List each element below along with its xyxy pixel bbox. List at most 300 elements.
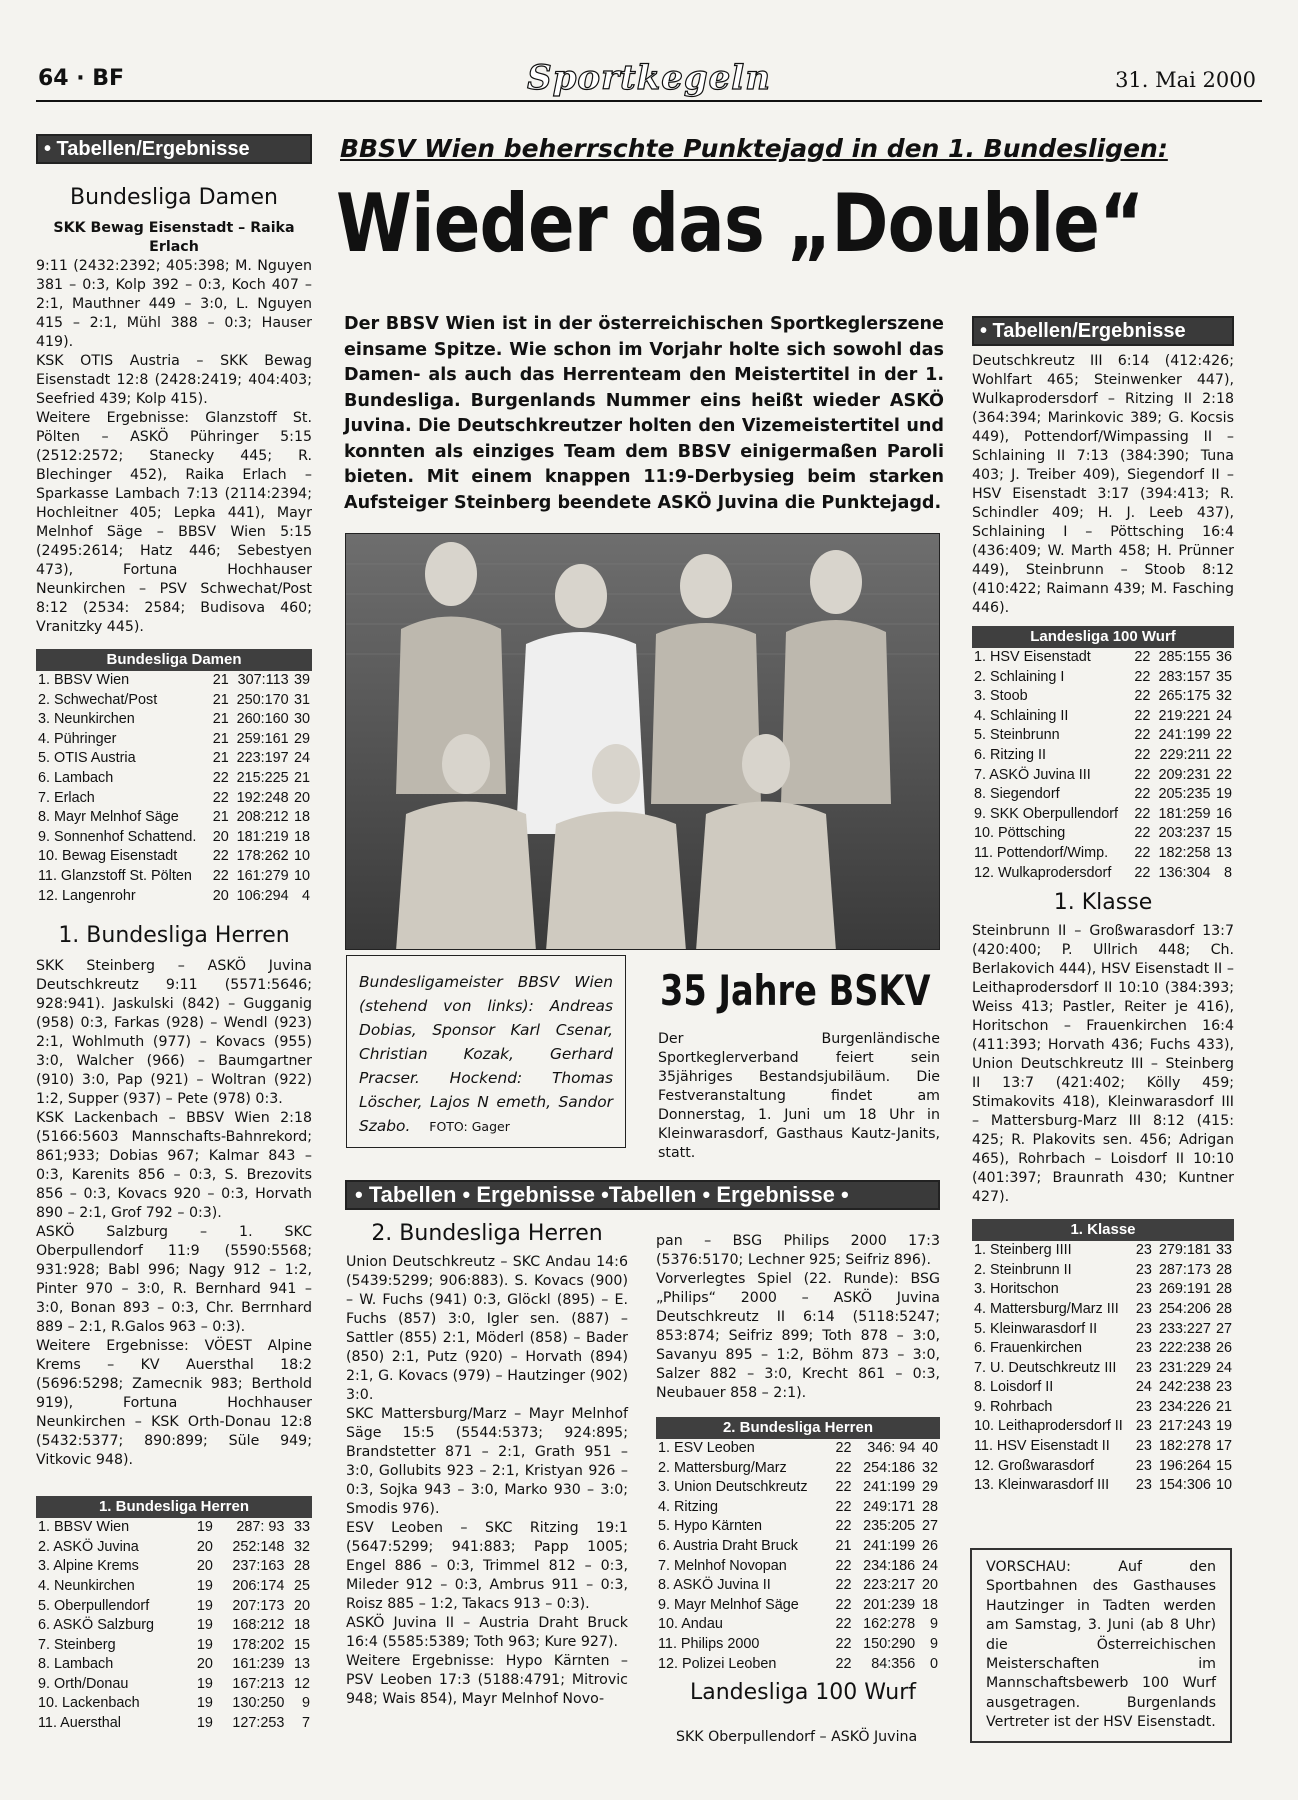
games-played: 21 bbox=[212, 730, 229, 747]
team-name: 3. Stoob bbox=[974, 688, 1028, 705]
points: 19 bbox=[1215, 1418, 1232, 1435]
games-played: 22 bbox=[1134, 766, 1151, 783]
issue-date: 31. Mai 2000 bbox=[1115, 68, 1256, 92]
points: 18 bbox=[293, 809, 310, 826]
score: 241:199 bbox=[863, 1479, 916, 1496]
games-played: 22 bbox=[212, 769, 229, 786]
table-row bbox=[36, 1714, 312, 1734]
photo-credit: FOTO: Gager bbox=[429, 1119, 510, 1134]
photo-caption bbox=[346, 955, 626, 1148]
bl2-result-5: Weitere Ergebnisse: Hypo Kärnten – PSV Leoben 17:3 (5188:4791; Mitrovic 948; Wais 854), Mayr Melnhof Novo- bbox=[346, 1653, 628, 1707]
score: 215:225 bbox=[236, 769, 289, 786]
games-played: 23 bbox=[1135, 1281, 1152, 1298]
points: 23 bbox=[1215, 1379, 1232, 1396]
score: 252:148 bbox=[232, 1538, 285, 1555]
score: 222:238 bbox=[1158, 1340, 1211, 1357]
team-photo bbox=[345, 533, 940, 950]
team-name: 11. Auersthal bbox=[38, 1715, 121, 1732]
points: 18 bbox=[293, 828, 310, 845]
games-played: 19 bbox=[196, 1695, 213, 1712]
score: 207:173 bbox=[232, 1597, 285, 1614]
landesliga-table bbox=[972, 648, 1234, 883]
points: 19 bbox=[1215, 786, 1232, 803]
games-played: 19 bbox=[196, 1617, 213, 1634]
points: 39 bbox=[293, 672, 310, 688]
score: 84:356 bbox=[871, 1655, 916, 1672]
damen-result-1: 9:11 (2432:2392; 405:398; M. Nguyen 381 – 0:3, Kolp 392 – 0:3, Koch 407 – 2:1, Mauthner 449 – 3:0, L. Nguyen 415 – 2:1, Mühl 388 – 0:3; Hauser 419). bbox=[36, 258, 312, 350]
games-played: 22 bbox=[835, 1479, 852, 1496]
score: 287: 93 bbox=[236, 1519, 285, 1536]
games-played: 22 bbox=[1134, 727, 1151, 744]
section-title: Sportkegeln bbox=[527, 58, 771, 98]
points: 12 bbox=[293, 1675, 310, 1692]
team-name: 11. Glanzstoff St. Pölten bbox=[38, 867, 192, 884]
bl2-table-title: 2. Bundesliga Herren bbox=[656, 1417, 940, 1439]
games-played: 22 bbox=[1134, 825, 1151, 842]
table-row bbox=[656, 1459, 940, 1479]
table-row bbox=[36, 808, 312, 828]
table-row bbox=[36, 1538, 312, 1558]
team-name: 10. Leithaprodersdorf II bbox=[974, 1418, 1123, 1435]
team-name: 11. Pottendorf/Wimp. bbox=[974, 844, 1109, 861]
games-played: 22 bbox=[1134, 688, 1151, 705]
score: 168:212 bbox=[232, 1617, 285, 1634]
score: 223:217 bbox=[863, 1577, 916, 1594]
bl2-result-2: SKC Mattersburg/Marz – Mayr Melnhof Säge 15:5 (5544:5373; 924:895; Brandstetter 871 – 2:1, Grath 951 – 3:0, Gollubits 923 – 2:1, Kristyan 926 – 0:3, Sojka 943 – 3:0, Marko 930 – 3:0; Smodis 976). bbox=[346, 1406, 628, 1517]
points: 10 bbox=[293, 848, 310, 865]
games-played: 22 bbox=[835, 1596, 852, 1613]
team-name: 6. ASKÖ Salzburg bbox=[38, 1617, 154, 1634]
team-name: 3. Horitschon bbox=[974, 1281, 1059, 1298]
points: 16 bbox=[1215, 805, 1232, 822]
score: 260:160 bbox=[236, 711, 289, 728]
table-row bbox=[972, 1339, 1234, 1359]
score: 241:199 bbox=[1158, 727, 1211, 744]
team-name: 9. Orth/Donau bbox=[38, 1675, 129, 1692]
table-row bbox=[972, 1417, 1234, 1437]
table-row bbox=[972, 707, 1234, 727]
table-row bbox=[36, 710, 312, 730]
right-column bbox=[972, 316, 1234, 1496]
games-played: 22 bbox=[835, 1440, 852, 1456]
bl2-table bbox=[656, 1439, 940, 1674]
team-name: 3. Neunkirchen bbox=[38, 711, 135, 728]
games-played: 23 bbox=[1135, 1261, 1152, 1278]
score: 162:278 bbox=[863, 1616, 916, 1633]
damen-result-heading: SKK Bewag Eisenstadt – Raika Erlach bbox=[53, 220, 295, 255]
team-name: 7. Steinberg bbox=[38, 1636, 116, 1653]
score: 229:211 bbox=[1159, 746, 1211, 763]
herren-result-4: Weitere Ergebnisse: VÖEST Alpine Krems – KV Auersthal 18:2 (5696:5298; Zamecnik 983; Berthold 919), Fortuna Hochhauser Neunkirchen – KSK Orth-Donau 12:8 (5432:5377; 890:899; Süle 949; Vitkovic 948). bbox=[36, 1338, 312, 1469]
games-played: 19 bbox=[196, 1675, 213, 1692]
table-row bbox=[972, 785, 1234, 805]
points: 20 bbox=[921, 1577, 938, 1594]
score: 196:264 bbox=[1158, 1457, 1211, 1474]
points: 28 bbox=[1215, 1281, 1232, 1298]
team-name: 8. Mayr Melnhof Säge bbox=[38, 809, 179, 826]
points: 13 bbox=[293, 1656, 310, 1673]
games-played: 19 bbox=[196, 1519, 213, 1536]
mid-column-b bbox=[656, 1232, 940, 1674]
page-number: 64 · BF bbox=[38, 66, 125, 91]
team-name: 10. Bewag Eisenstadt bbox=[38, 848, 178, 865]
bl2-title: 2. Bundesliga Herren bbox=[371, 1221, 603, 1246]
team-name: 1. Steinberg IIII bbox=[974, 1242, 1072, 1259]
score: 249:171 bbox=[863, 1498, 916, 1515]
team-name: 2. Schwechat/Post bbox=[38, 691, 158, 708]
points: 35 bbox=[1215, 668, 1232, 685]
table-row bbox=[36, 1557, 312, 1577]
score: 250:170 bbox=[236, 691, 289, 708]
points: 8 bbox=[1223, 864, 1232, 881]
games-played: 21 bbox=[212, 809, 229, 826]
points: 18 bbox=[921, 1596, 938, 1613]
score: 182:278 bbox=[1158, 1438, 1211, 1455]
points: 25 bbox=[293, 1577, 310, 1594]
table-row bbox=[656, 1537, 940, 1557]
team-name: 5. OTIS Austria bbox=[38, 750, 136, 767]
team-name: 1. ESV Leoben bbox=[658, 1440, 755, 1456]
team-name: 2. ASKÖ Juvina bbox=[38, 1538, 139, 1555]
games-played: 23 bbox=[1135, 1340, 1152, 1357]
table-row bbox=[36, 1675, 312, 1695]
team-name: 9. Sonnenhof Schattend. bbox=[38, 828, 197, 845]
team-name: 1. BBSV Wien bbox=[38, 1519, 130, 1536]
damen-table-title: Bundesliga Damen bbox=[36, 649, 312, 671]
points: 13 bbox=[1215, 844, 1232, 861]
games-played: 22 bbox=[1134, 649, 1151, 665]
games-played: 20 bbox=[212, 887, 229, 904]
landesliga-standings bbox=[972, 626, 1234, 883]
table-row bbox=[36, 828, 312, 848]
points: 21 bbox=[293, 769, 310, 786]
games-played: 21 bbox=[212, 711, 229, 728]
team-name: 10. Lackenbach bbox=[38, 1695, 140, 1712]
team-name: 7. Erlach bbox=[38, 789, 95, 806]
herren-table bbox=[36, 1518, 312, 1734]
table-row bbox=[656, 1655, 940, 1675]
team-name: 4. Neunkirchen bbox=[38, 1577, 135, 1594]
team-name: 12. Polizei Leoben bbox=[658, 1655, 777, 1672]
score: 206:174 bbox=[232, 1577, 285, 1594]
games-played: 22 bbox=[1134, 864, 1151, 881]
team-name: 12. Langenrohr bbox=[38, 887, 136, 904]
points: 33 bbox=[293, 1519, 310, 1536]
games-played: 20 bbox=[196, 1558, 213, 1575]
games-played: 23 bbox=[1135, 1477, 1152, 1494]
team-name: 5. Hypo Kärnten bbox=[658, 1518, 762, 1535]
table-row bbox=[36, 1655, 312, 1675]
team-name: 3. Union Deutschkreutz bbox=[658, 1479, 808, 1496]
table-row bbox=[972, 1476, 1234, 1496]
tabellen-banner: • Tabellen • Ergebnisse •Tabellen • Ergebnisse • bbox=[345, 1180, 940, 1210]
table-row bbox=[972, 1398, 1234, 1418]
table-row bbox=[972, 864, 1234, 884]
table-row bbox=[36, 769, 312, 789]
games-played: 22 bbox=[1134, 844, 1151, 861]
games-played: 21 bbox=[212, 672, 229, 688]
score: 235:205 bbox=[863, 1518, 916, 1535]
points: 28 bbox=[921, 1498, 938, 1515]
klasse-standings bbox=[972, 1219, 1234, 1496]
bl2-result-4: ASKÖ Juvina II – Austria Draht Bruck 16:4 (5585:5389; Toth 963; Kure 927). bbox=[346, 1615, 628, 1650]
table-row bbox=[656, 1557, 940, 1577]
table-row bbox=[972, 668, 1234, 688]
score: 287:173 bbox=[1158, 1261, 1211, 1278]
table-row bbox=[972, 805, 1234, 825]
landesliga-table-title: Landesliga 100 Wurf bbox=[972, 626, 1234, 648]
score: 283:157 bbox=[1158, 668, 1211, 685]
points: 15 bbox=[293, 1636, 310, 1653]
score: 237:163 bbox=[232, 1558, 285, 1575]
damen-result-3: Weitere Ergebnisse: Glanzstoff St. Pölten – ASKÖ Pühringer 5:15 (2512:2572; Stanecky 445; R. Blechinger 452), Raika Erlach – Sparkasse Lambach 7:13 (2114:2394; Hochleitner 405; Lepka 441), Mayr Melnhof Säge – BBSV Wien 5:15 (2495:2614; Hatz 446; Sebestyen 473), Fortuna Hochhauser Neunkirchen – PSV Schwechat/Post 8:12 (2534: 2584; Budisova 460; Vranitzky 445). bbox=[36, 410, 312, 635]
table-row bbox=[656, 1498, 940, 1518]
score: 254:186 bbox=[863, 1459, 916, 1476]
team-name: 12. Großwarasdorf bbox=[974, 1457, 1094, 1474]
points: 31 bbox=[293, 691, 310, 708]
damen-standings bbox=[36, 649, 312, 906]
games-played: 23 bbox=[1135, 1300, 1152, 1317]
bl2-result-7: Vorverlegtes Spiel (22. Runde): BSG „Philips“ 2000 – ASKÖ Juvina Deutschkreutz II 6:14 (5118:5247; 853:874; Seifriz 899; Toth 878 – 3:0, Savanyu 895 – 1:2, Böhm 873 – 3:0, Salzer 882 – 3:0, Krecht 861 – 0:3, Neubauer 858 – 2:1). bbox=[656, 1271, 940, 1401]
table-row bbox=[972, 766, 1234, 786]
games-played: 23 bbox=[1135, 1398, 1152, 1415]
team-name: 9. SKK Oberpullendorf bbox=[974, 805, 1118, 822]
vorschau-box: VORSCHAU: Auf den Sportbahnen des Gasthauses Hautzinger in Tadten werden am Samstag, 3. Juni (ab 8 Uhr) die Österreichischen Meisterschaften im Mannschaftsbewerb 100 Wurf ausgetragen. Burgenlands Vertreter ist der HSV Eisenstadt. bbox=[970, 1548, 1232, 1743]
score: 254:206 bbox=[1158, 1300, 1211, 1317]
score: 136:304 bbox=[1158, 864, 1211, 881]
team-photo-image bbox=[346, 534, 940, 950]
games-played: 23 bbox=[1135, 1438, 1152, 1455]
team-name: 3. Alpine Krems bbox=[38, 1558, 139, 1575]
table-row bbox=[972, 687, 1234, 707]
points: 22 bbox=[1215, 766, 1232, 783]
points: 32 bbox=[1215, 688, 1232, 705]
team-name: 5. Oberpullendorf bbox=[38, 1597, 150, 1614]
points: 10 bbox=[1215, 1477, 1232, 1494]
team-name: 4. Schlaining II bbox=[974, 707, 1069, 724]
games-played: 22 bbox=[1134, 668, 1151, 685]
points: 0 bbox=[929, 1655, 938, 1672]
score: 203:237 bbox=[1158, 825, 1211, 842]
bl2-result-6: pan – BSG Philips 2000 17:3 (5376:5170; Lechner 925; Seifriz 896). bbox=[656, 1233, 940, 1268]
article-kicker: BBSV Wien beherrschte Punktejagd in den 1. Bundesligen: bbox=[340, 134, 1168, 163]
games-played: 20 bbox=[196, 1656, 213, 1673]
team-name: 1. BBSV Wien bbox=[38, 672, 130, 688]
points: 18 bbox=[293, 1617, 310, 1634]
team-name: 8. Siegendorf bbox=[974, 786, 1060, 803]
team-name: 6. Frauenkirchen bbox=[974, 1340, 1082, 1357]
games-played: 22 bbox=[835, 1635, 852, 1652]
team-name: 4. Mattersburg/Marz III bbox=[974, 1300, 1119, 1317]
table-row bbox=[972, 1378, 1234, 1398]
mid-column-a bbox=[346, 1222, 628, 1709]
bskv-text: Der Burgenländische Sportkeglerverband feiert sein 35jähriges Bestandsjubiläum. Die Festveranstaltung findet am Donnerstag, 1. Juni um 18 Uhr in Kleinwarasdorf, Gasthaus Kautz-Janits, statt. bbox=[658, 1031, 940, 1161]
table-row bbox=[36, 1636, 312, 1656]
score: 182:258 bbox=[1158, 844, 1211, 861]
photo-caption-text: Bundesligameister BBSV Wien (stehend von links): Andreas Dobias, Sponsor Karl Csenar, Christian Kozak, Gerhard Pracser. Hockend: Thomas Löscher, Lajos N emeth, Sandor Szabo. bbox=[359, 973, 613, 1135]
games-played: 21 bbox=[212, 750, 229, 767]
score: 130:250 bbox=[232, 1695, 285, 1712]
score: 167:213 bbox=[232, 1675, 285, 1692]
games-played: 22 bbox=[835, 1655, 852, 1672]
games-played: 22 bbox=[1134, 805, 1151, 822]
team-name: 8. ASKÖ Juvina II bbox=[658, 1577, 771, 1594]
bl2-result-1: Union Deutschkreutz – SKC Andau 14:6 (5439:5299; 906:883). S. Kovacs (900) – W. Fuchs (941) 0:3, Glöckl (895) – E. Fuchs (857) 3:0, Igler sen. (887) – Sattler (855) 2:1, Möderl (858) – Bader (850) 2:1, Putz (920) – Horvath (894) 2:1, G. Kovacs (979) – Hautzinger (902) 3:0. bbox=[346, 1254, 628, 1403]
points: 27 bbox=[1215, 1320, 1232, 1337]
table-row bbox=[36, 730, 312, 750]
score: 307:113 bbox=[237, 672, 289, 688]
section-bar-right: • Tabellen/Ergebnisse bbox=[972, 316, 1234, 346]
points: 24 bbox=[1215, 707, 1232, 724]
score: 150:290 bbox=[863, 1635, 916, 1652]
score: 181:259 bbox=[1158, 805, 1211, 822]
klasse-title: 1. Klasse bbox=[1053, 890, 1153, 916]
score: 161:239 bbox=[232, 1656, 285, 1673]
games-played: 24 bbox=[1135, 1379, 1152, 1396]
games-played: 22 bbox=[212, 848, 229, 865]
team-name: 10. Pöttsching bbox=[974, 825, 1066, 842]
damen-title: Bundesliga Damen bbox=[70, 185, 278, 210]
damen-table bbox=[36, 671, 312, 906]
score: 178:202 bbox=[232, 1636, 285, 1653]
games-played: 22 bbox=[212, 789, 229, 806]
team-name: 7. U. Deutschkreutz III bbox=[974, 1359, 1117, 1376]
points: 40 bbox=[921, 1440, 938, 1456]
games-played: 22 bbox=[835, 1459, 852, 1476]
team-name: 6. Ritzing II bbox=[974, 746, 1046, 763]
score: 285:155 bbox=[1158, 649, 1211, 665]
team-name: 11. HSV Eisenstadt II bbox=[974, 1438, 1110, 1455]
points: 22 bbox=[1215, 746, 1232, 763]
table-row bbox=[36, 1694, 312, 1714]
games-played: 22 bbox=[835, 1616, 852, 1633]
herren-title: 1. Bundesliga Herren bbox=[58, 923, 290, 949]
table-row bbox=[972, 1280, 1234, 1300]
points: 26 bbox=[921, 1537, 938, 1554]
score: 265:175 bbox=[1158, 688, 1211, 705]
points: 9 bbox=[929, 1635, 938, 1652]
points: 4 bbox=[301, 887, 310, 904]
table-row bbox=[972, 1261, 1234, 1281]
points: 20 bbox=[293, 789, 310, 806]
points: 28 bbox=[1215, 1261, 1232, 1278]
score: 127:253 bbox=[232, 1715, 285, 1732]
table-row bbox=[36, 867, 312, 887]
table-row bbox=[36, 789, 312, 809]
table-row bbox=[972, 1457, 1234, 1477]
table-row bbox=[656, 1478, 940, 1498]
score: 234:226 bbox=[1158, 1398, 1211, 1415]
table-row bbox=[656, 1576, 940, 1596]
games-played: 19 bbox=[196, 1715, 213, 1732]
herren-table-title: 1. Bundesliga Herren bbox=[36, 1496, 312, 1518]
points: 15 bbox=[1215, 825, 1232, 842]
games-played: 23 bbox=[1135, 1457, 1152, 1474]
table-row bbox=[36, 887, 312, 907]
table-row bbox=[972, 1300, 1234, 1320]
score: 208:212 bbox=[236, 809, 289, 826]
games-played: 23 bbox=[1135, 1418, 1152, 1435]
table-row bbox=[972, 824, 1234, 844]
points: 10 bbox=[293, 867, 310, 884]
team-name: 9. Rohrbach bbox=[974, 1398, 1053, 1415]
score: 259:161 bbox=[236, 730, 289, 747]
table-row bbox=[972, 1320, 1234, 1340]
score: 241:199 bbox=[863, 1537, 916, 1554]
score: 231:229 bbox=[1158, 1359, 1211, 1376]
table-row bbox=[36, 691, 312, 711]
score: 178:262 bbox=[236, 848, 289, 865]
team-name: 7. ASKÖ Juvina III bbox=[974, 766, 1091, 783]
land100-first-result: SKK Oberpullendorf – ASKÖ Juvina bbox=[676, 1729, 918, 1745]
games-played: 22 bbox=[212, 867, 229, 884]
games-played: 23 bbox=[1135, 1359, 1152, 1376]
score: 233:227 bbox=[1158, 1320, 1211, 1337]
table-row bbox=[36, 671, 312, 691]
points: 33 bbox=[1215, 1242, 1232, 1259]
points: 24 bbox=[921, 1557, 938, 1574]
klasse-table bbox=[972, 1241, 1234, 1496]
score: 201:239 bbox=[863, 1596, 916, 1613]
points: 29 bbox=[921, 1479, 938, 1496]
article-lead: Der BBSV Wien ist in der österreichischen Sportkeglerszene einsame Spitze. Wie schon im Vorjahr holte sich sowohl das Damen- als auch das Herrenteam den Meistertitel in der 1. Bundesliga. Burgenlands Nummer eins heißt wieder ASKÖ Juvina. Die Deutschkreutzer holten den Vizemeistertitel und konnten als einziges Team dem BBSV einigermaßen Paroli bieten. Mit einem knappen 11:9-Derbysieg beim starken Aufsteiger Steinberg beendete ASKÖ Juvina die Punktejagd. bbox=[344, 314, 944, 513]
games-played: 19 bbox=[196, 1577, 213, 1594]
table-row bbox=[656, 1517, 940, 1537]
points: 28 bbox=[293, 1558, 310, 1575]
bl2-standings bbox=[656, 1417, 940, 1674]
team-name: 7. Melnhof Novopan bbox=[658, 1557, 787, 1574]
table-row bbox=[36, 1616, 312, 1636]
score: 181:219 bbox=[236, 828, 289, 845]
team-name: 5. Steinbrunn bbox=[974, 727, 1060, 744]
score: 269:191 bbox=[1158, 1281, 1211, 1298]
score: 279:181 bbox=[1158, 1242, 1211, 1259]
score: 154:306 bbox=[1158, 1477, 1211, 1494]
games-played: 22 bbox=[1134, 746, 1151, 763]
table-row bbox=[36, 1577, 312, 1597]
table-row bbox=[972, 844, 1234, 864]
herren-result-1: SKK Steinberg – ASKÖ Juvina Deutschkreutz 9:11 (5571:5646; 928:941). Jaskulski (842) – Gugganig (958) 0:3, Farkas (928) – Wendl (923) 2:1, Wohlmuth (977) – Kovacs (955) 3:0, Walcher (966) – Baumgartner (910) 3:0, Pap (921) – Woltran (922) 1:2, Supper (937) – Pete (978) 0:3. bbox=[36, 958, 312, 1108]
team-name: 1. HSV Eisenstadt bbox=[974, 649, 1091, 665]
team-name: 4. Ritzing bbox=[658, 1498, 718, 1515]
games-played: 20 bbox=[212, 828, 229, 845]
games-played: 22 bbox=[835, 1577, 852, 1594]
games-played: 22 bbox=[835, 1557, 852, 1574]
score: 242:238 bbox=[1158, 1379, 1211, 1396]
damen-result-2: KSK OTIS Austria – SKK Bewag Eisenstadt 12:8 (2428:2419; 404:403; Seefried 439; Kolp 415). bbox=[36, 353, 312, 407]
score: 217:243 bbox=[1158, 1418, 1211, 1435]
bskv-headline: 35 Jahre BSKV bbox=[660, 966, 931, 1015]
table-row bbox=[656, 1635, 940, 1655]
score: 346: 94 bbox=[867, 1440, 916, 1456]
table-row bbox=[656, 1439, 940, 1459]
games-played: 22 bbox=[835, 1518, 852, 1535]
games-played: 23 bbox=[1135, 1320, 1152, 1337]
team-name: 12. Wulkaprodersdorf bbox=[974, 864, 1112, 881]
team-name: 6. Austria Draht Bruck bbox=[658, 1537, 798, 1554]
score: 106:294 bbox=[236, 887, 289, 904]
games-played: 22 bbox=[835, 1498, 852, 1515]
table-row bbox=[36, 1518, 312, 1538]
header-rule bbox=[36, 100, 1262, 102]
table-row bbox=[972, 1359, 1234, 1379]
points: 30 bbox=[293, 711, 310, 728]
section-bar-left: • Tabellen/Ergebnisse bbox=[36, 134, 312, 164]
team-name: 9. Mayr Melnhof Säge bbox=[658, 1596, 799, 1613]
games-played: 21 bbox=[835, 1537, 852, 1554]
team-name: 11. Philips 2000 bbox=[658, 1635, 760, 1652]
points: 36 bbox=[1215, 649, 1232, 665]
